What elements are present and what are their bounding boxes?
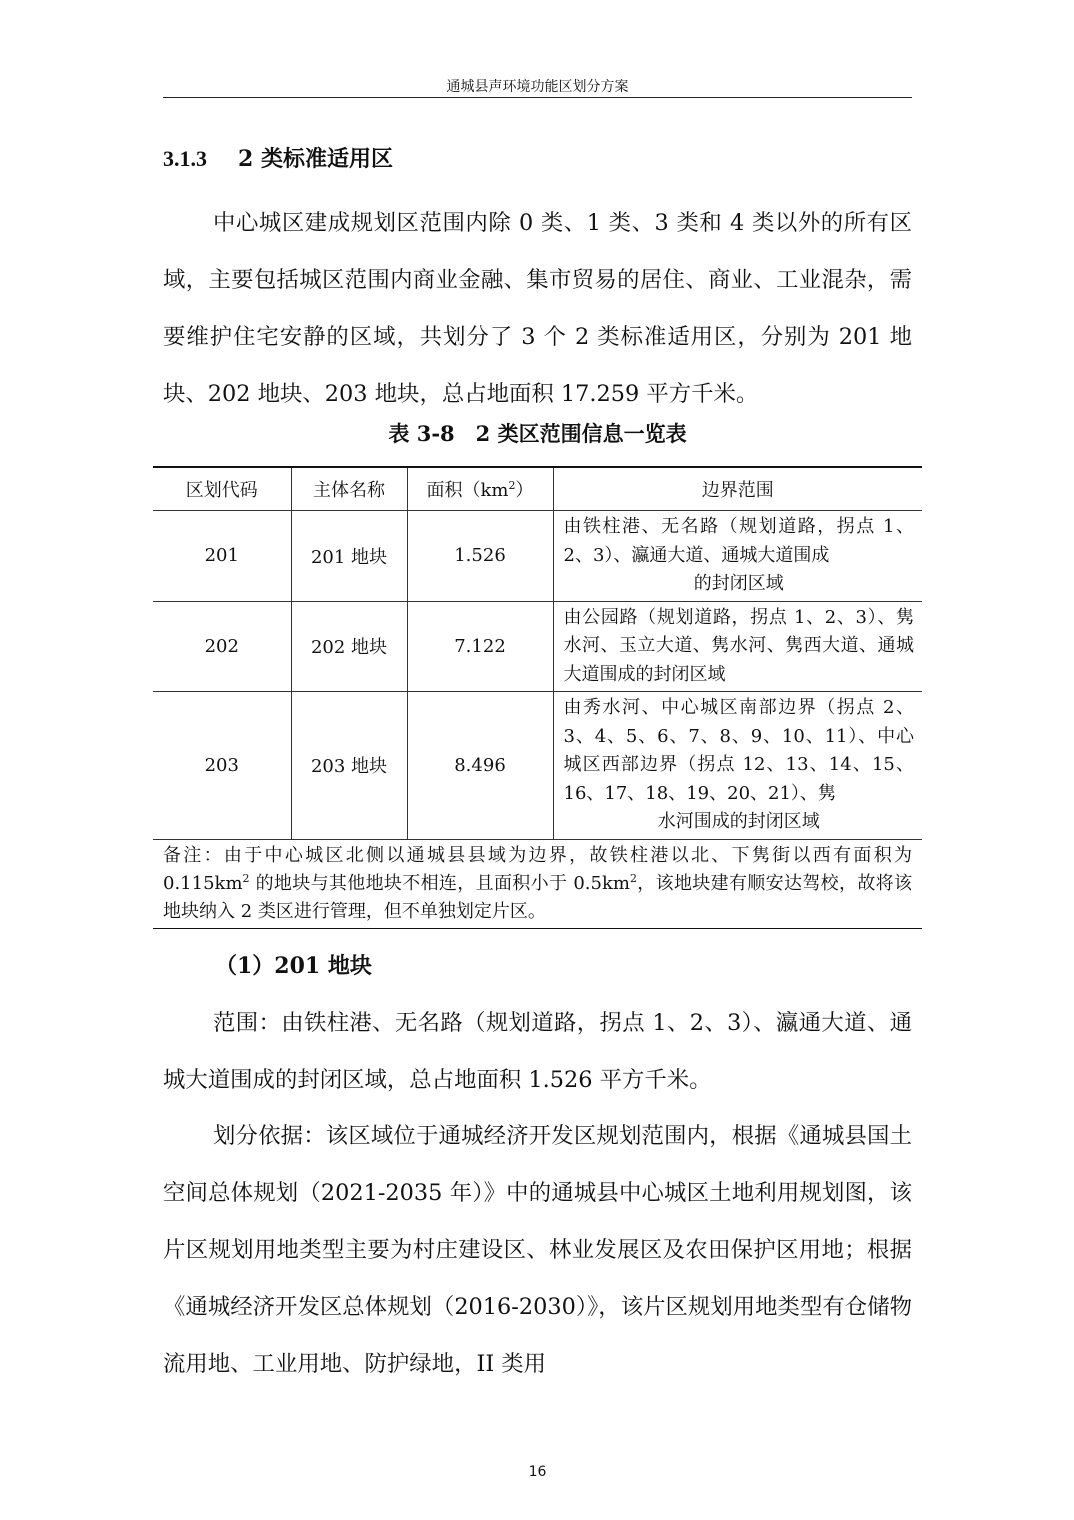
cell-code: 201 — [153, 511, 291, 602]
header-name: 主体名称 — [291, 467, 407, 511]
page-number: 16 — [528, 1464, 547, 1480]
subsection-heading: （1）201 地块 — [215, 953, 372, 979]
cell-area: 1.526 — [407, 511, 553, 602]
basis-paragraph: 划分依据：该区域位于通城经济开发区规划范围内，根据《通城县国土空间总体规划（2021-2035 年）》中的通城县中心城区土地利用规划图，该片区规划用地类型主要为村庄建设区、林业发展区及农田保护区用地；根据《通城经济开发区总体规划（2016-2030）》，该片区规划用地类型有仓储物流用地、工业用地、防护绿地，II 类用 — [163, 1123, 912, 1377]
section-title: 2 类标准适用区 — [238, 146, 393, 172]
header-rule — [163, 97, 912, 98]
cell-code: 202 — [153, 601, 291, 692]
table-note: 备注：由于中心城区北侧以通城县县域为边界，故铁柱港以北、下隽街以西有面积为 $0.115km^2$ 的地块与其他地块不相连，且面积小于 $0.5km^2$，该地块建有顺安达驾校，故将该地块纳入 2 类区进行管理，但不单独划定片区。 — [153, 839, 922, 928]
table-row — [153, 692, 922, 840]
running-header: 通城县声环境功能区划分方案 — [446, 79, 629, 95]
table-row — [153, 601, 922, 692]
zone-info-table — [153, 466, 922, 929]
cell-name: 203 地块 — [291, 692, 407, 840]
cell-area: 7.122 — [407, 601, 553, 692]
cell-name: 201 地块 — [291, 511, 407, 602]
header-area: 面积$(km^2)$ — [407, 467, 553, 511]
cell-name: 202 地块 — [291, 601, 407, 692]
section-number: 3.1.3 — [163, 146, 207, 171]
cell-boundary: 由秀水河、中心城区南部边界（拐点 2、3、4、5、6、7、8、9、10、11）、中心城区西部边界（拐点 12、13、14、15、16、17、18、19、20、21）、隽 水河围成的封闭区域 — [553, 692, 922, 840]
header-code: 区划代码 — [153, 467, 291, 511]
table-row — [153, 511, 922, 602]
table-caption: 表 3-8 2 类区范围信息一览表 — [388, 421, 687, 446]
header-boundary: 边界范围 — [553, 467, 922, 511]
intro-paragraph: 中心城区建成规划区范围内除 0 类、1 类、3 类和 4 类以外的所有区域，主要包括城区范围内商业金融、集市贸易的居住、商业、工业混杂，需要维护住宅安静的区域，共划分了 3 个 2 类标准适用区，分别为 201 地块、202 地块、203 地块，总占地面积 17.259 平方千米。 — [163, 210, 912, 407]
table-note-row — [153, 839, 922, 928]
cell-area: 8.496 — [407, 692, 553, 840]
scope-paragraph: 范围：由铁柱港、无名路（规划道路，拐点 1、2、3）、瀛通大道、通城大道围成的封闭区域，总占地面积 1.526 平方千米。 — [163, 1010, 912, 1093]
cell-boundary: 由公园路（规划道路，拐点 1、2、3）、隽水河、玉立大道、隽水河、隽西大道、通城大道围成的封闭区域 — [553, 601, 922, 692]
cell-code: 203 — [153, 692, 291, 840]
table-header-row — [153, 467, 922, 511]
cell-boundary: 由铁柱港、无名路（规划道路，拐点 1、2、3）、瀛通大道、通城大道围成 的封闭区域 — [553, 511, 922, 602]
section-heading — [163, 144, 393, 174]
